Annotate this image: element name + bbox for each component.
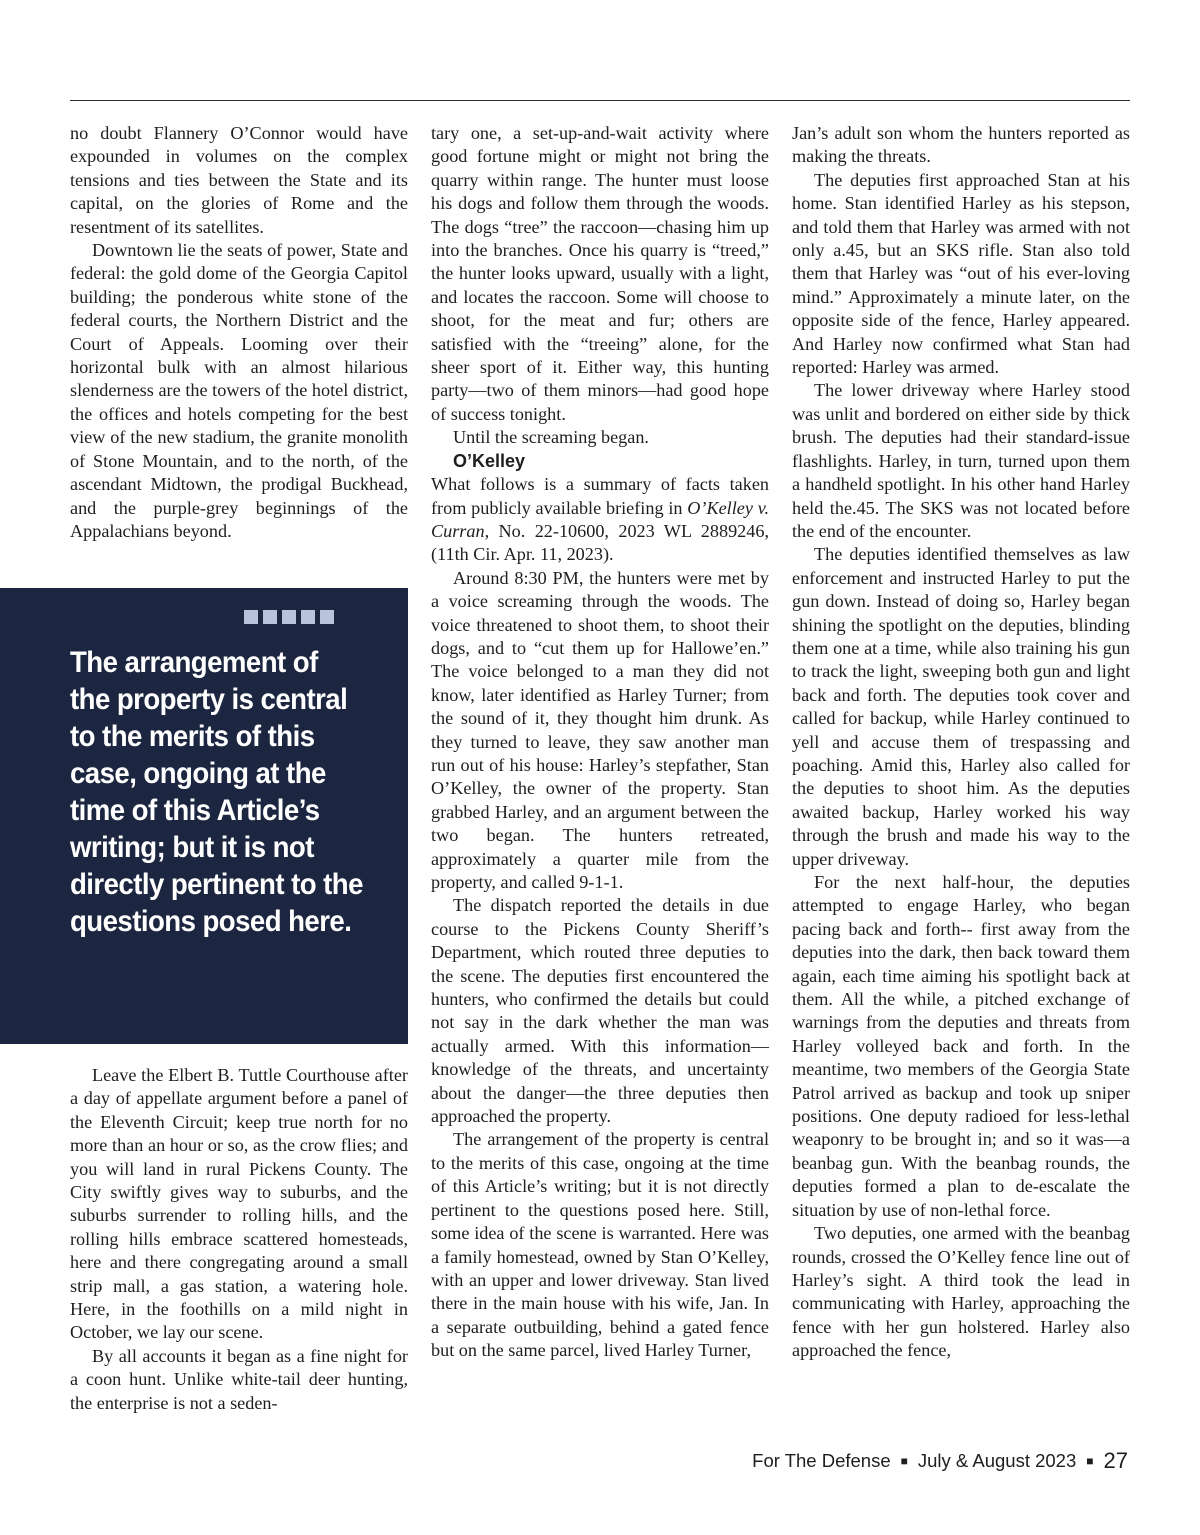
paragraph: Until the screaming began. [453, 427, 649, 448]
bullet-icon: ■ [1086, 1454, 1094, 1468]
column-2 [431, 122, 769, 1363]
paragraph: The dispatch reported the details in due course to the Pickens County Sheriff’s Department, which routed three deputies to the scene. The deputies first encountered the hunters, who confirmed the details but could not say in the dark whether the man was actually armed. With this information—knowledge of the threats, and uncertainty about the danger—the three deputies then approached the property. [431, 895, 769, 1127]
paragraph: no doubt Flannery O’Connor would have expounded in volumes on the complex tensions and ties between the State and its capital, on the glories of Rome and the resentment of its satellites. [70, 123, 408, 237]
column-1 [70, 122, 408, 543]
column-1-lower [70, 1064, 408, 1415]
paragraph: The deputies identified themselves as law enforcement and instructed Harley to put the gun down. Instead of doing so, Harley began shining the spotlight on the deputies, blinding them one at a time, while also training his gun to track the light, sweeping both gun and light back and forth. The deputies took cover and called for backup, while Harley continued to yell and accuse them of trespassing and poaching. Amid this, Harley also called for the deputies to shoot him. As the deputies awaited backup, Harley worked his way through the brush and made his way to the upper driveway. [792, 544, 1130, 869]
citation-rest: , No. 22-10600, 2023 WL 2889246, (11th Cir. Apr. 11, 2023). [431, 520, 769, 565]
citation-paragraph [431, 473, 769, 567]
paragraph: For the next half-hour, the deputies attempted to engage Harley, who began pacing back and forth-- first away from the deputies into the dark, then back toward them again, each time aiming his spotlight back at them. All the while, a pitched exchange of warnings from the deputies and threats from Harley volleyed back and forth. In the meantime, two members of the Georgia State Patrol arrived as backup and took up sniper positions. One deputy radioed for less-lethal weaponry to be brought in; and so it was—a beanbag gun. With the beanbag rounds, the deputies formed a plan to de-escalate the situation by use of non-lethal force. [792, 872, 1130, 1220]
issue-date: July & August 2023 [917, 1450, 1077, 1471]
decorative-squares [244, 610, 334, 624]
pull-quote [0, 588, 408, 1044]
citation-intro: What follows is a summary of facts taken from publicly available briefing in [431, 474, 769, 518]
top-rule [70, 100, 1130, 101]
paragraph: tary one, a set-up-and-wait activity where good fortune might or might not bring the quarry within range. The hunter must loose his dogs and follow them through the woods. The dogs “tree” the raccoon—chasing him up into the branches. Once his quarry is “treed,” the hunter looks upward, usually with a light, and locates the raccoon. Some will choose to shoot, for the meat and fur; others are satisfied with the “treeing” alone, for the sheer sport of it. Either way, this hunting party—two of them minors—had good hope of success tonight. [431, 123, 769, 424]
case-name: O’Kelley v. Curran [431, 497, 769, 541]
column-3 [792, 122, 1130, 1363]
pull-quote-text: The arrangement of the property is central to the merits of this case, ongoing at the time of this Article’s writing; but it is not directly pertinent to the questions posed here. [70, 646, 363, 938]
paragraph: The arrangement of the property is central to the merits of this case, ongoing at the time of this Article’s writing; but it is not directly pertinent to the questions posed here. Still, some idea of the scene is warranted. Here was a family homestead, owned by Stan O’Kelley, with an upper and lower driveway. Stan lived there in the main house with his wife, Jan. In a separate outbuilding, behind a gated fence but on the same parcel, lived Harley Turner, [431, 1129, 769, 1361]
section-heading: O’Kelley [453, 450, 526, 471]
paragraph: The lower driveway where Harley stood was unlit and bordered on either side by thick brush. The deputies had their standard-issue flashlights. Harley, in turn, turned upon them a handheld spotlight. In his other hand Harley held the.45. The SKS was not located before the end of the encounter. [792, 380, 1130, 541]
bullet-icon: ■ [900, 1454, 908, 1468]
paragraph: The deputies first approached Stan at his home. Stan identified Harley as his stepson, and told them that Harley was armed with not only a.45, but an SKS rifle. Stan also told them that Harley was “out of his ever-loving mind.” Approximately a minute later, on the opposite side of the fence, Harley appeared. And Harley now confirmed what Stan had reported: Harley was armed. [792, 169, 1130, 378]
page-footer [752, 1448, 1128, 1474]
paragraph: Leave the Elbert B. Tuttle Courthouse after a day of appellate argument before a panel of the Eleventh Circuit; keep true north for no more than an hour or so, as the crow flies; and you will land in rural Pickens County. The City swiftly gives way to suburbs, and the suburbs surrender to rolling hills, and the rolling hills embrace scattered homesteads, here and there congregating around a small strip mall, a gas station, a watering hole. Here, in the foothills on a mild night in October, we lay our scene. [70, 1065, 408, 1343]
page-number: 27 [1103, 1448, 1128, 1473]
paragraph: Downtown lie the seats of power, State and federal: the gold dome of the Georgia Capitol building; the ponderous white stone of the federal courts, the Northern District and the Court of Appeals. Looming over their horizontal bulk with an almost hilarious slenderness are the towers of the hotel district, the offices and hotels competing for the best view of the new stadium, the granite monolith of Stone Mountain, and to the north, of the ascendant Midtown, the prodigal Buckhead, and the purple-grey beginnings of the Appalachians beyond. [70, 240, 408, 541]
paragraph: By all accounts it began as a fine night for a coon hunt. Unlike white-tail deer hunting, the enterprise is not a seden- [70, 1345, 408, 1413]
paragraph: Jan’s adult son whom the hunters reported as making the threats. [792, 123, 1130, 167]
paragraph: Around 8:30 PM, the hunters were met by a voice screaming through the woods. The voice threatened to shoot them, to shoot their dogs, and to “cut them up for Hallowe’en.” The voice belonged to a man they did not know, later identified as Harley Turner; from the sound of it, they thought him drunk. As they turned to leave, they saw another man run out of his house: Harley’s stepfather, Stan O’Kelley, the owner of the property. Stan grabbed Harley, and an argument between the two began. The hunters retreated, approximately a quarter mile from the property, and called 9-1-1. [431, 567, 769, 892]
publication-name: For The Defense [752, 1450, 891, 1471]
paragraph: Two deputies, one armed with the beanbag rounds, crossed the O’Kelley fence line out of Harley’s sight. A third took the lead in communicating with Harley, approaching the fence with her gun holstered. Harley also approached the fence, [792, 1223, 1130, 1361]
